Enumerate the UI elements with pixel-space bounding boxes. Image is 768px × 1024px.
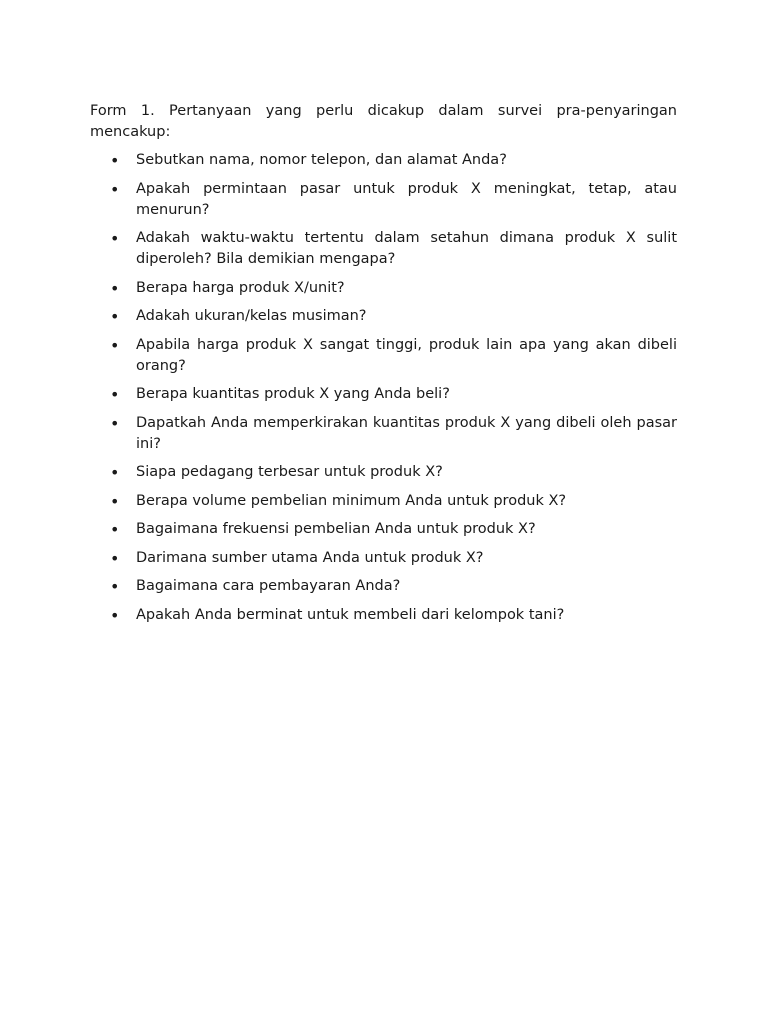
list-item — [90, 462, 677, 483]
bullet-icon: • — [110, 229, 120, 248]
question-text: Apabila harga produk X sangat tinggi, produk lain apa yang akan dibeli orang? — [136, 336, 677, 374]
question-text: Apakah permintaan pasar untuk produk X meningkat, tetap, atau menurun? — [136, 180, 677, 218]
question-text: Bagaimana cara pembayaran Anda? — [136, 578, 401, 594]
list-item — [90, 150, 677, 171]
question-text: Berapa harga produk X/unit? — [136, 279, 345, 296]
bullet-icon: • — [110, 278, 120, 298]
bullet-icon: • — [110, 179, 120, 199]
bullet-icon: • — [110, 385, 120, 404]
bullet-icon: • — [110, 548, 120, 568]
list-item — [90, 548, 677, 569]
list-item — [90, 335, 677, 377]
question-text: Berapa kuantitas produk X yang Anda beli? — [136, 386, 450, 402]
question-text: Siapa pedagang terbesar untuk produk X? — [136, 464, 443, 480]
question-text: Bagaimana frekuensi pembelian Anda untuk produk X? — [136, 521, 536, 537]
question-text: Apakah Anda berminat untuk membeli dari kelompok tani? — [136, 606, 565, 623]
question-text: Dapatkah Anda memperkirakan kuantitas produk X yang dibeli oleh pasar ini? — [136, 414, 677, 452]
bullet-icon: • — [110, 605, 120, 625]
question-text: Adakah ukuran/kelas musiman? — [136, 308, 367, 324]
list-item — [90, 605, 677, 626]
bullet-icon: • — [110, 413, 120, 433]
bullet-icon: • — [110, 335, 120, 355]
list-item — [90, 519, 677, 540]
list-item — [90, 576, 677, 597]
question-text: Darimana sumber utama Anda untuk produk X? — [136, 549, 484, 566]
bullet-icon: • — [110, 491, 120, 511]
form-intro-paragraph: Form 1. Pertanyaan yang perlu dicakup dalam survei pra-penyaringan mencakup: — [90, 103, 677, 140]
bullet-icon: • — [110, 463, 120, 482]
bullet-icon: • — [110, 577, 120, 596]
list-item — [90, 384, 677, 405]
list-item — [90, 413, 677, 455]
list-item — [90, 228, 677, 270]
document-page — [90, 101, 677, 633]
bullet-icon: • — [110, 307, 120, 326]
question-text: Berapa volume pembelian minimum Anda untuk produk X? — [136, 492, 567, 509]
list-item — [90, 278, 677, 299]
question-text: Sebutkan nama, nomor telepon, dan alamat Anda? — [136, 152, 507, 168]
list-item — [90, 179, 677, 221]
question-text: Adakah waktu-waktu tertentu dalam setahun dimana produk X sulit diperoleh? Bila demikian mengapa? — [136, 230, 677, 267]
list-item — [90, 491, 677, 512]
list-item — [90, 306, 677, 327]
question-list — [90, 150, 677, 626]
bullet-icon: • — [110, 520, 120, 539]
bullet-icon: • — [110, 151, 120, 170]
